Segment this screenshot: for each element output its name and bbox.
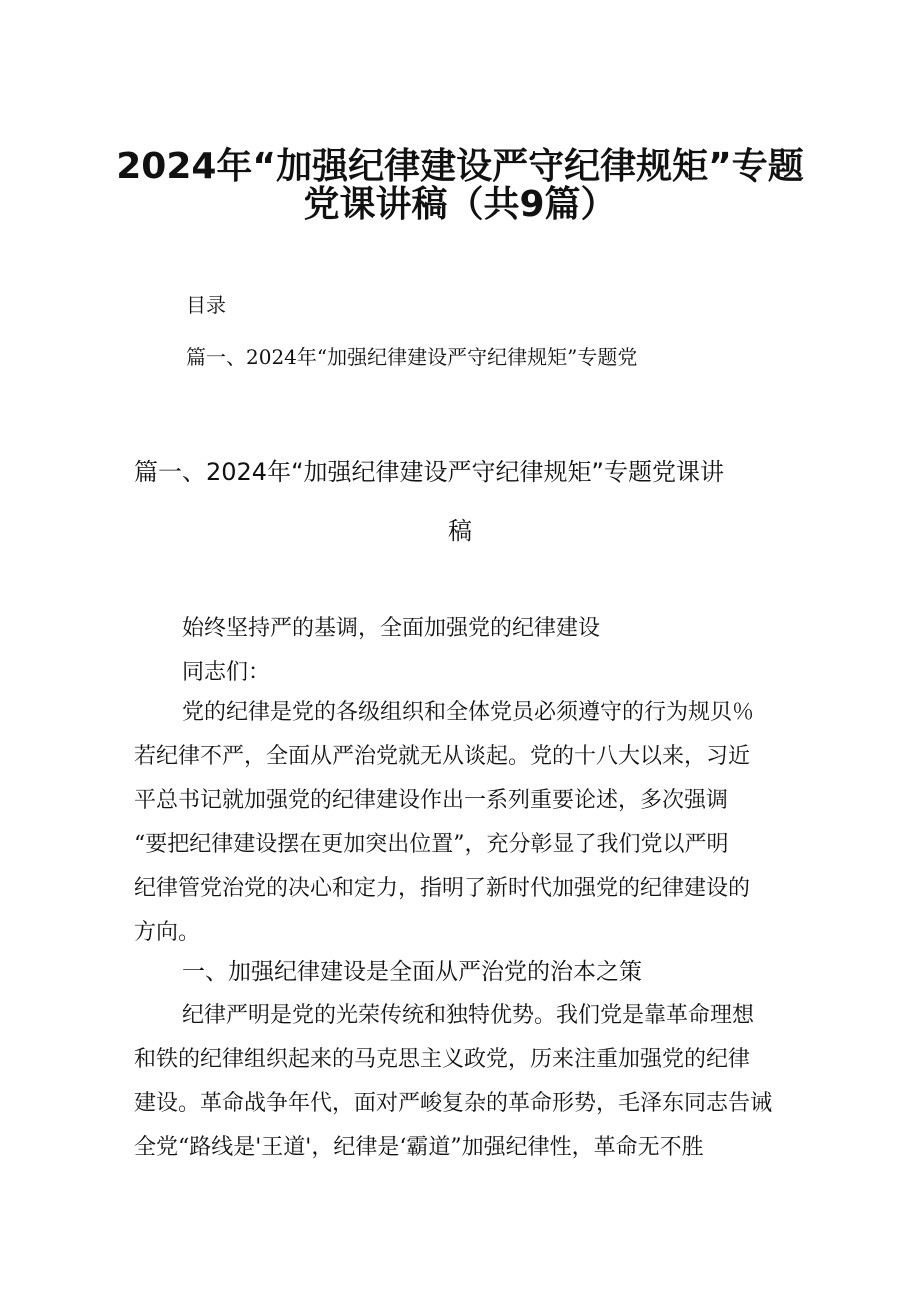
paragraph-line: 党的纪律是党的各级组织和全体党员必须遵守的行为规贝％ [182, 700, 755, 725]
document-title-line-2: 党课讲稿（共9篇） [303, 184, 617, 225]
paragraph-line: 方向。 [134, 920, 201, 945]
paragraph-1 [134, 691, 794, 955]
toc-item[interactable]: 篇一、2024年“加强纪律建设严守纪律规矩”专题党 [186, 345, 638, 369]
salutation: 同志们： [182, 660, 271, 685]
document-title-line-1: 2024年“加强纪律建设严守纪律规矩”专题 [116, 146, 804, 187]
paragraph-2 [134, 994, 794, 1170]
paragraph-line: 和铁的纪律组织起来的马克思主义政党，历来注重加强党的纪律 [134, 1047, 751, 1072]
paragraph-line: 建设。革命战争年代，面对严峻复杂的革命形势，毛泽东同志告诫 [134, 1091, 773, 1116]
section-subtitle: 始终坚持严的基调，全面加强党的纪律建设 [182, 616, 601, 641]
section-title-line-2: 稿 [448, 517, 472, 545]
toc-heading: 目录 [186, 293, 226, 317]
paragraph-line: 纪律管党治党的决心和定力，指明了新时代加强党的纪律建设的 [134, 876, 751, 901]
paragraph-line: 纪律严明是党的光荣传统和独特优势。我们党是靠革命理想 [182, 1003, 755, 1028]
paragraph-line: “要把纪律建设摆在更加突出位置”，充分彰显了我们党以严明 [134, 832, 729, 857]
section-title-line-1: 篇一、2024年“加强纪律建设严守纪律规矩”专题党课讲 [134, 458, 724, 486]
paragraph-line: 全党“路线是'王道'，纪律是‘霸道”加强纪律性，革命无不胜 [134, 1135, 704, 1160]
subheading-1: 一、加强纪律建设是全面从严治党的治本之策 [182, 959, 642, 985]
paragraph-line: 若纪律不严，全面从严治党就无从谈起。党的十八大以来，习近 [134, 744, 751, 769]
paragraph-line: 平总书记就加强党的纪律建设作出一系列重要论述，多次强调 [134, 788, 729, 813]
